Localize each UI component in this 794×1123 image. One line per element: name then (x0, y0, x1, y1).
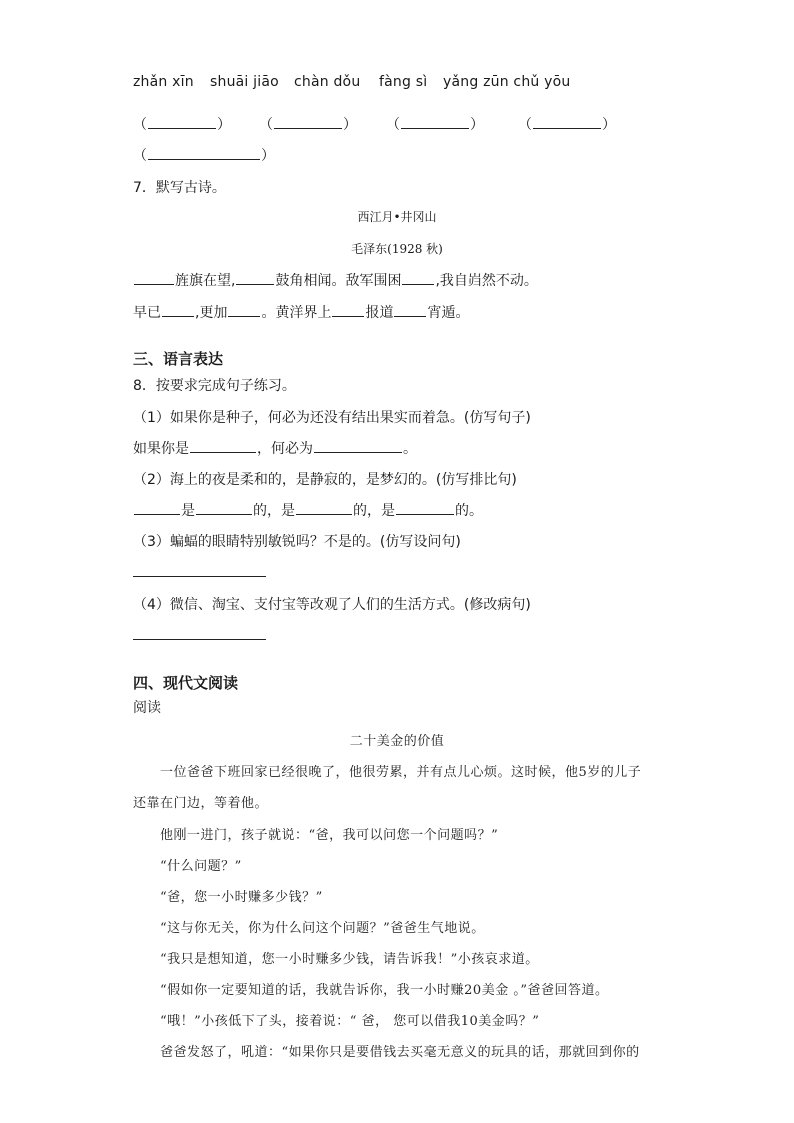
sentence-2-blank-1[interactable] (134, 500, 180, 515)
poem-blank-7[interactable] (394, 302, 426, 317)
poem-blank-1[interactable] (134, 270, 174, 285)
story-paragraph-1-cont: 还靠在门边，等着他。 (133, 796, 269, 811)
poem-title: 西江月•井冈山 (357, 210, 437, 224)
sentence-3-prompt: （3）蝙蝠的眼睛特别敏锐吗？不是的。(仿写设问句) (133, 534, 461, 550)
section-4-heading: 四、现代文阅读 (133, 674, 239, 692)
story-paragraph-6: “我只是想知道，您一小时赚多少钱，请告诉我！”小孩哀求道。 (160, 952, 539, 967)
story-paragraph-5: “这与你无关，你为什么问这个问题？”爸爸生气地说。 (160, 921, 485, 936)
story-paragraph-2: 他刚一进门，孩子就说：“爸，我可以问您一个问题吗？” (160, 828, 499, 843)
sentence-1-prompt: （1）如果你是种子，何必为还没有结出果实而着急。(仿写句子) (133, 410, 531, 426)
story-paragraph-3: “什么问题？” (160, 859, 242, 874)
sentence-1-blank-1[interactable] (190, 438, 256, 453)
poem-author: 毛泽东(1928 秋) (351, 242, 443, 256)
sentence-1-fill: 如果你是 ，何必为 。 (133, 438, 417, 458)
pinyin-1: zhǎn xīn (133, 74, 194, 90)
answer-box-2[interactable]: （ ） (259, 114, 357, 134)
story-paragraph-7: “假如你一定要知道的话，我就告诉你，我一小时赚20美金 。”爸爸回答道。 (160, 983, 609, 998)
section-3-heading: 三、语言表达 (133, 350, 224, 368)
pinyin-3: chàn dǒu (294, 74, 361, 90)
poem-line-2: 早已 ,更加 。黄洋界上 报道 宵遁。 (133, 302, 469, 322)
sentence-4-answer-line[interactable] (133, 639, 266, 640)
sentence-2-blank-3[interactable] (296, 500, 352, 515)
story-title: 二十美金的价值 (349, 734, 445, 749)
poem-blank-6[interactable] (332, 302, 364, 317)
sentence-2-blank-4[interactable] (396, 500, 454, 515)
story-paragraph-4: “爸，您一小时赚多少钱？” (160, 890, 323, 905)
poem-blank-5[interactable] (228, 302, 260, 317)
question-8-label: 8．按要求完成句子练习。 (133, 378, 296, 394)
sentence-2-fill: 是 的，是 的，是 的。 (133, 500, 483, 520)
answer-box-3[interactable]: （ ） (386, 114, 484, 134)
poem-line-1: 旌旗在望, 鼓角相闻。敌军围困 ,我自岿然不动。 (133, 270, 538, 290)
sentence-2-blank-2[interactable] (196, 500, 252, 515)
story-paragraph-8: “哦！”小孩低下了头，接着说：“ 爸， 您可以借我10美金吗？” (160, 1014, 540, 1029)
story-paragraph-1: 一位爸爸下班回家已经很晚了，他很劳累，并有点儿心烦。这时候，他5岁的儿子 (160, 765, 642, 780)
poem-blank-2[interactable] (236, 270, 274, 285)
question-7-label: 7．默写古诗。 (133, 180, 226, 196)
answer-box-1[interactable]: （ ） (133, 114, 231, 134)
pinyin-4: fàng sì (379, 74, 428, 90)
section-4-subheading: 阅读 (133, 700, 161, 716)
story-paragraph-9: 爸爸发怒了，吼道：“如果你只是要借钱去买毫无意义的玩具的话，那就回到你的 (160, 1045, 640, 1060)
poem-blank-4[interactable] (162, 302, 194, 317)
poem-blank-3[interactable] (402, 270, 434, 285)
sentence-2-prompt: （2）海上的夜是柔和的，是静寂的，是梦幻的。(仿写排比句) (133, 472, 517, 488)
sentence-1-blank-2[interactable] (314, 438, 402, 453)
answer-box-4[interactable]: （ ） (518, 114, 616, 134)
sentence-4-prompt: （4）微信、淘宝、支付宝等改观了人们的生活方式。(修改病句) (133, 597, 531, 613)
sentence-3-answer-line[interactable] (133, 576, 266, 577)
pinyin-5: yǎng zūn chǔ yōu (443, 74, 571, 90)
pinyin-2: shuāi jiāo (210, 74, 279, 90)
answer-box-5[interactable]: （ ） (133, 145, 275, 165)
